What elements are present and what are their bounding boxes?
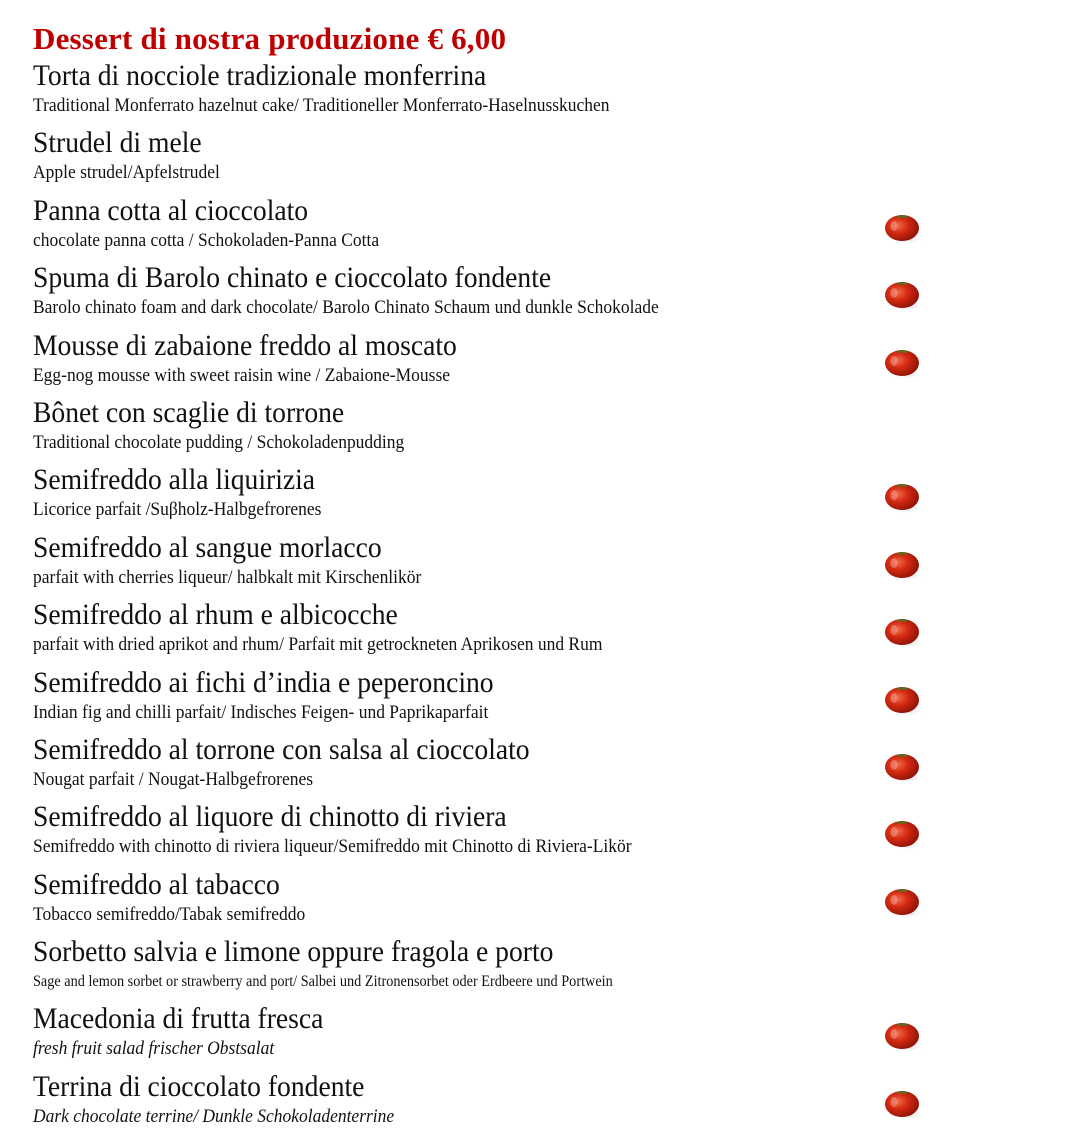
tomato-icon	[881, 881, 925, 921]
menu-item-description: Traditional chocolate pudding / Schokoladenpudding	[33, 431, 405, 453]
menu-item-description: chocolate panna cotta / Schokoladen-Panna Cotta	[33, 229, 380, 251]
menu-item-name: Terrina di cioccolato fondente	[33, 1069, 365, 1103]
menu-item	[33, 597, 1033, 664]
menu-item-description: Dark chocolate terrine/ Dunkle Schokoladenterrine	[33, 1105, 395, 1127]
menu-item-name: Sorbetto salvia e limone oppure fragola e porto	[33, 935, 554, 969]
menu-item-description: Tobacco semifreddo/Tabak semifreddo	[33, 903, 306, 925]
tomato-icon	[881, 746, 925, 786]
menu-title: Dessert di nostra produzione € 6,00	[33, 21, 507, 56]
menu-item-name: Spuma di Barolo chinato e cioccolato fondente	[33, 261, 552, 295]
tomato-icon	[881, 342, 925, 382]
tomato-icon	[881, 207, 925, 247]
tomato-icon	[881, 1083, 925, 1123]
tomato-icon	[881, 476, 925, 516]
menu-item-name: Torta di nocciole tradizionale monferrina	[33, 59, 487, 92]
menu-item-description: Egg-nog mousse with sweet raisin wine / Zabaione-Mousse	[33, 364, 451, 386]
tomato-icon	[881, 274, 925, 314]
tomato-icon	[881, 611, 925, 651]
menu-item-description: Sage and lemon sorbet or strawberry and port/ Salbei und Zitronensorbet oder Erdbeere und Portwein	[33, 973, 613, 991]
menu-item	[33, 867, 1033, 934]
menu-item-name: Semifreddo al torrone con salsa al cioccolato	[33, 732, 530, 766]
menu-item	[33, 732, 1033, 799]
menu-item	[33, 395, 1033, 462]
menu-item-name: Macedonia di frutta fresca	[33, 1002, 324, 1036]
menu-item-description: Nougat parfait / Nougat-Halbgefrorenes	[33, 768, 314, 790]
menu-item	[33, 1001, 1033, 1068]
menu-item-description: Apple strudel/Apfelstrudel	[33, 162, 220, 184]
menu-item-description: Indian fig and chilli parfait/ Indisches Feigen- und Paprikaparfait	[33, 701, 489, 723]
menu-item	[33, 58, 1033, 125]
menu-item-name: Bônet con scaglie di torrone	[33, 395, 345, 429]
menu-item-name: Strudel di mele	[33, 126, 202, 160]
menu-items-list	[33, 58, 1033, 1136]
menu-item-name: Semifreddo al rhum e albicocche	[33, 598, 398, 632]
tomato-icon	[881, 1015, 925, 1055]
menu-item	[33, 799, 1033, 866]
menu-item-name: Semifreddo al sangue morlacco	[33, 530, 382, 564]
menu-item-description: Traditional Monferrato hazelnut cake/ Traditioneller Monferrato-Haselnusskuchen	[33, 95, 610, 116]
tomato-icon	[881, 679, 925, 719]
menu-item	[33, 934, 1033, 1001]
menu-item	[33, 328, 1033, 395]
dessert-menu	[33, 20, 1033, 1136]
menu-item-name: Semifreddo ai fichi d’india e peperoncino	[33, 665, 494, 699]
menu-item	[33, 125, 1033, 192]
menu-item-name: Mousse di zabaione freddo al moscato	[33, 328, 457, 362]
menu-item-description: parfait with dried aprikot and rhum/ Parfait mit getrockneten Aprikosen und Rum	[33, 634, 603, 656]
menu-item-description: Licorice parfait /Suβholz-Halbgefrorenes	[33, 499, 322, 521]
menu-item-name: Panna cotta al cioccolato	[33, 193, 309, 227]
menu-item-description: Semifreddo with chinotto di riviera liqueur/Semifreddo mit Chinotto di Riviera-Likör	[33, 836, 632, 858]
menu-item	[33, 260, 1033, 327]
menu-item-description: parfait with cherries liqueur/ halbkalt mit Kirschenlikör	[33, 566, 422, 588]
menu-item-name: Semifreddo alla liquirizia	[33, 463, 316, 497]
menu-item-description: Barolo chinato foam and dark chocolate/ Barolo Chinato Schaum und dunkle Schokolade	[33, 297, 659, 319]
menu-item-name: Semifreddo al liquore di chinotto di riviera	[33, 800, 507, 834]
menu-item	[33, 462, 1033, 529]
menu-item	[33, 193, 1033, 260]
menu-item	[33, 665, 1033, 732]
tomato-icon	[881, 544, 925, 584]
menu-item	[33, 1069, 1033, 1136]
tomato-icon	[881, 813, 925, 853]
menu-item-description: fresh fruit salad frischer Obstsalat	[33, 1038, 275, 1060]
menu-item	[33, 530, 1033, 597]
menu-item-name: Semifreddo al tabacco	[33, 867, 280, 901]
